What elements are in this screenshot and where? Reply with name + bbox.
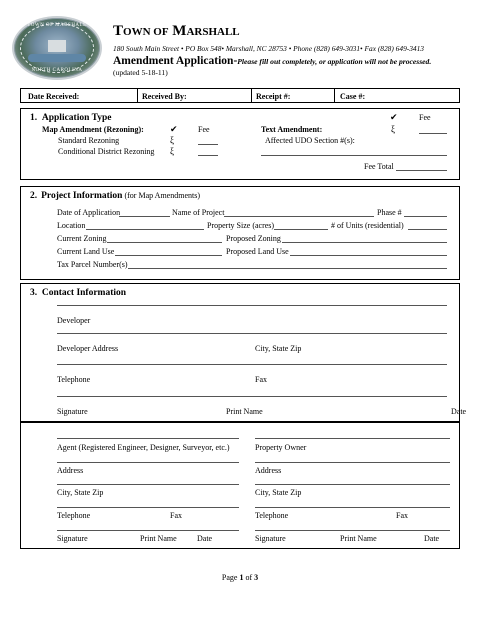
developer-city-state-zip-label: City, State Zip <box>255 344 302 353</box>
text-amendment-label: Text Amendment: <box>261 125 323 134</box>
developer-address-label: Developer Address <box>57 344 119 353</box>
current-zoning-label: Current Zoning <box>57 234 107 243</box>
agent-print-name-label: Print Name <box>140 534 177 543</box>
town-seal-logo <box>12 16 102 80</box>
developer-label: Developer <box>57 316 91 325</box>
agent-label: Agent (Registered Engineer, Designer, Surveyor, etc.) <box>57 443 230 452</box>
proposed-zoning-label: Proposed Zoning <box>226 234 281 243</box>
section3-number: 3. <box>30 288 38 298</box>
page-total: 3 <box>254 573 259 582</box>
section1-title: Application Type <box>41 113 112 123</box>
text-amendment-fee-line[interactable] <box>419 133 447 134</box>
owner-name-field[interactable] <box>255 438 450 439</box>
date-of-application-label: Date of Application <box>57 208 121 217</box>
form-title-line <box>113 55 431 67</box>
section2-heading <box>30 191 200 201</box>
standard-rezoning-label: Standard Rezoning <box>58 136 120 145</box>
owner-signature-field[interactable] <box>255 530 450 531</box>
town-address: 180 South Main Street • PO Box 548• Marshall, NC 28753 • Phone (828) 649-3031• Fax (828) 649-3413 <box>113 44 425 53</box>
units-residential-field[interactable] <box>408 229 447 230</box>
tax-parcel-label: Tax Parcel Number(s) <box>57 260 128 269</box>
affected-udo-field[interactable] <box>261 155 447 156</box>
phase-field[interactable] <box>404 216 447 217</box>
office-use-row <box>20 88 460 103</box>
owner-date-label: Date <box>424 534 440 543</box>
map-amendment-check-icon[interactable]: ✔ <box>170 124 178 134</box>
developer-address-field[interactable] <box>57 364 447 365</box>
agent-phone-field[interactable] <box>57 507 239 508</box>
owner-print-name-label: Print Name <box>340 534 377 543</box>
current-land-use-field[interactable] <box>115 255 222 256</box>
standard-rezoning-checkbox-icon[interactable]: ξ <box>170 135 175 145</box>
office-divider-1 <box>137 88 138 103</box>
agent-city-field[interactable] <box>57 484 239 485</box>
conditional-rezoning-checkbox-icon[interactable]: ξ <box>170 146 175 156</box>
section3-heading <box>30 288 126 298</box>
town-name-m: M <box>172 23 187 39</box>
section3-title: Contact Information <box>41 288 127 298</box>
agent-fax-label: Fax <box>170 511 182 520</box>
property-size-field[interactable] <box>274 229 328 230</box>
seal-river <box>28 54 86 62</box>
developer-field[interactable] <box>57 333 447 334</box>
developer-telephone-label: Telephone <box>57 375 91 384</box>
seal-building <box>48 40 66 52</box>
receipt-label: Receipt #: <box>256 92 291 101</box>
updated-date: (updated 5-18-11) <box>113 68 168 77</box>
agent-telephone-label: Telephone <box>57 511 91 520</box>
agent-signature-field[interactable] <box>57 530 239 531</box>
seal-top-text: TOWN OF MARSHALL <box>27 23 87 28</box>
owner-fax-label: Fax <box>396 511 408 520</box>
location-label: Location <box>57 221 86 230</box>
owner-signature-label: Signature <box>255 534 286 543</box>
date-of-application-field[interactable] <box>119 216 170 217</box>
proposed-land-use-field[interactable] <box>290 255 447 256</box>
section2-number: 2. <box>30 191 38 201</box>
case-label: Case #: <box>340 92 366 101</box>
units-residential-label: # of Units (residential) <box>331 221 404 230</box>
office-divider-2 <box>251 88 252 103</box>
section1-heading <box>30 113 111 123</box>
town-name-arshall: ARSHALL <box>186 26 240 38</box>
town-name-t: T <box>113 23 124 39</box>
owner-telephone-label: Telephone <box>255 511 289 520</box>
affected-udo-label: Affected UDO Section #(s): <box>265 136 355 145</box>
agent-address-field[interactable] <box>57 462 239 463</box>
section2-title: Project Information <box>41 191 123 201</box>
location-field[interactable] <box>86 229 204 230</box>
town-name <box>113 23 240 40</box>
date-received-label: Date Received: <box>28 92 80 101</box>
fee-label-left: Fee <box>198 125 210 134</box>
owner-address-field[interactable] <box>255 462 450 463</box>
agent-name-field[interactable] <box>57 438 239 439</box>
developer-telephone-field[interactable] <box>57 396 447 397</box>
text-amendment-check-icon[interactable]: ✔ <box>390 112 398 122</box>
proposed-zoning-field[interactable] <box>282 242 447 243</box>
owner-phone-field[interactable] <box>255 507 450 508</box>
current-zoning-field[interactable] <box>107 242 222 243</box>
phase-label: Phase # <box>377 208 402 217</box>
agent-address-label: Address <box>57 466 84 475</box>
section3-line-1[interactable] <box>57 305 447 306</box>
current-land-use-label: Current Land Use <box>57 247 115 256</box>
owner-city-field[interactable] <box>255 484 450 485</box>
office-divider-3 <box>334 88 335 103</box>
property-owner-label: Property Owner <box>255 443 307 452</box>
page-current: 1 <box>239 573 244 582</box>
name-of-project-field[interactable] <box>224 216 374 217</box>
page-prefix: Page <box>221 573 240 582</box>
name-of-project-label: Name of Project <box>172 208 225 217</box>
section1-number: 1. <box>30 113 38 123</box>
developer-fax-label: Fax <box>255 375 267 384</box>
section2-subtitle: (for Map Amendments) <box>124 191 201 200</box>
fee-total-field[interactable] <box>396 170 447 171</box>
text-amendment-checkbox-icon[interactable]: ξ <box>391 124 396 134</box>
owner-city-state-zip-label: City, State Zip <box>255 488 302 497</box>
received-by-label: Received By: <box>142 92 187 101</box>
map-amendment-label: Map Amendment (Rezoning): <box>42 125 144 134</box>
fee-total-label: Fee Total <box>364 162 394 171</box>
page-of: of <box>243 573 255 582</box>
tax-parcel-field[interactable] <box>128 268 447 269</box>
fee-label-right: Fee <box>419 113 431 122</box>
agent-date-label: Date <box>197 534 213 543</box>
seal-bottom-text: NORTH CAROLINA <box>31 68 83 73</box>
proposed-land-use-label: Proposed Land Use <box>226 247 289 256</box>
form-title: Amendment Application- <box>113 55 238 67</box>
page-number <box>0 573 480 582</box>
form-instruction: Please fill out completely, or application will not be processed. <box>237 57 432 66</box>
agent-city-state-zip-label: City, State Zip <box>57 488 104 497</box>
conditional-rezoning-fee-line[interactable] <box>198 155 218 156</box>
agent-signature-label: Signature <box>57 534 88 543</box>
standard-rezoning-fee-line[interactable] <box>198 144 218 145</box>
town-name-own: OWN OF <box>123 26 169 38</box>
developer-print-name-label: Print Name <box>226 407 263 416</box>
owner-address-label: Address <box>255 466 282 475</box>
developer-date-label: Date <box>451 407 467 416</box>
conditional-rezoning-label: Conditional District Rezoning <box>58 147 155 156</box>
property-size-label: Property Size (acres) <box>207 221 275 230</box>
developer-signature-label: Signature <box>57 407 88 416</box>
